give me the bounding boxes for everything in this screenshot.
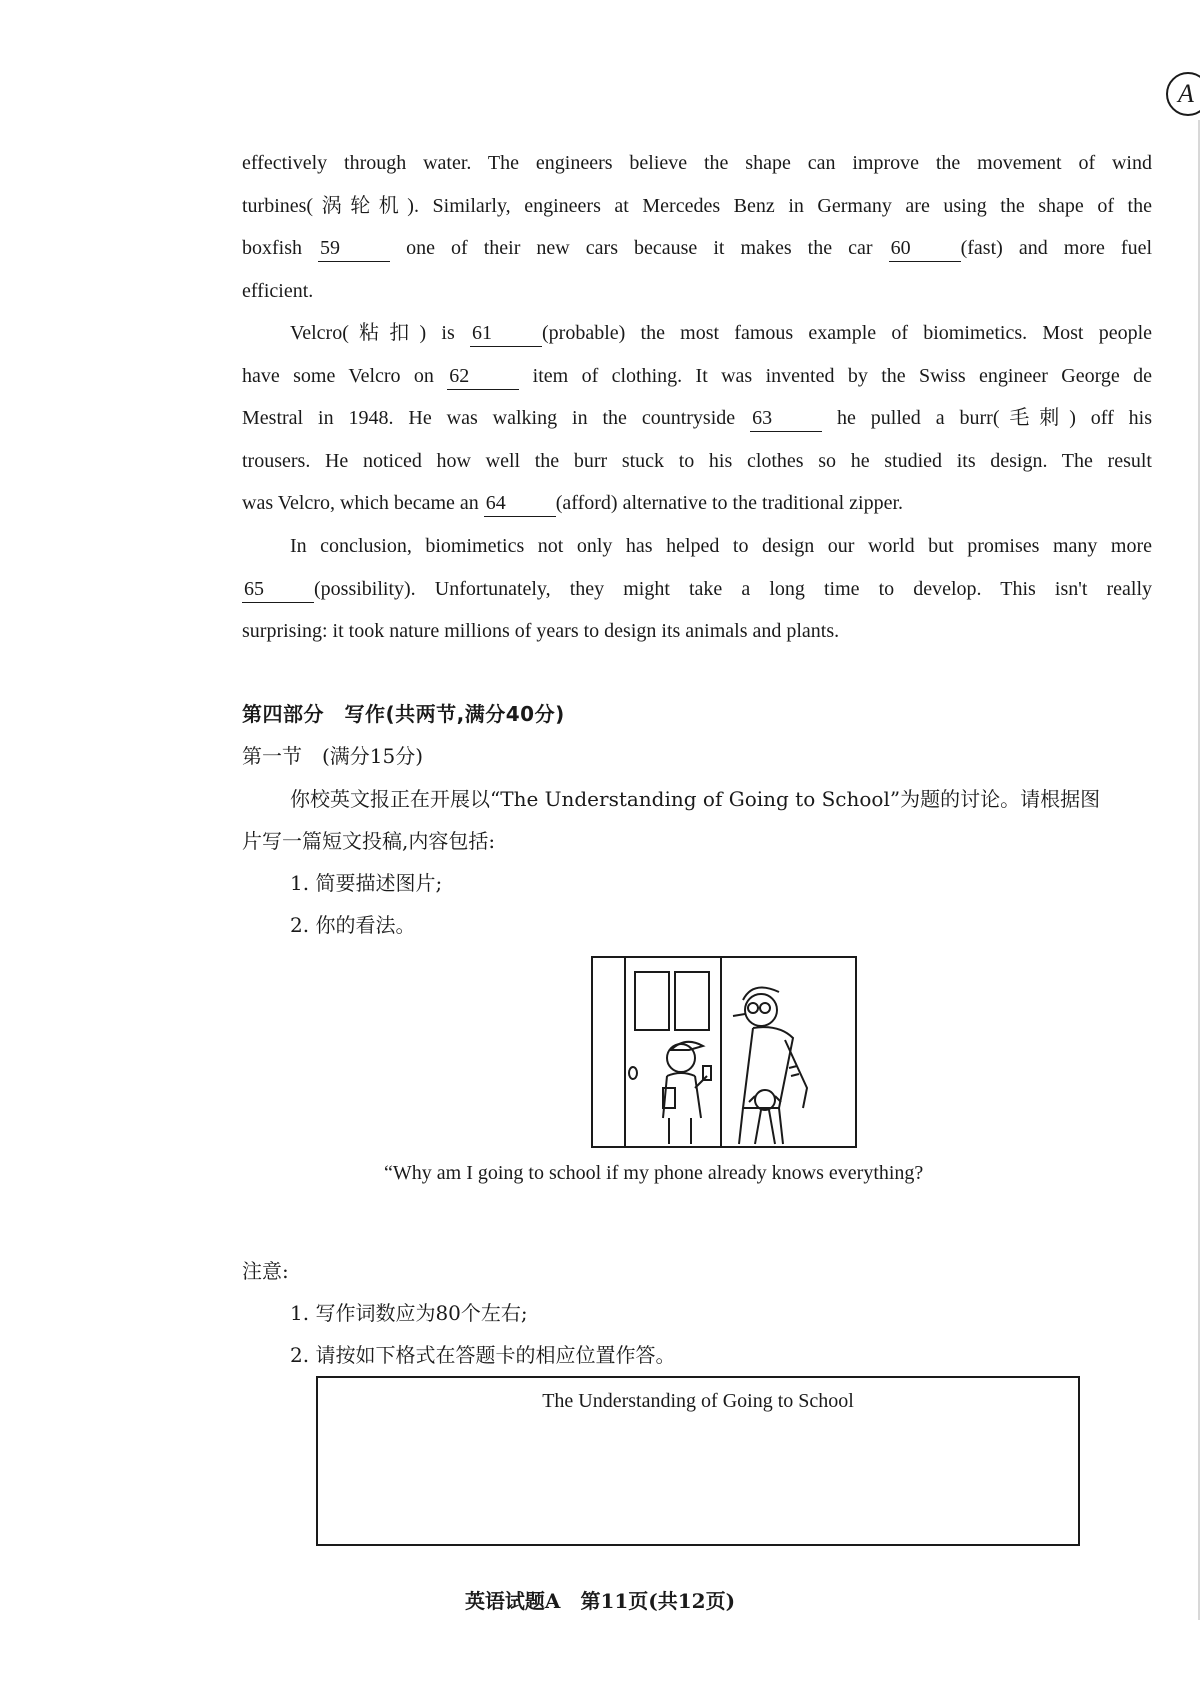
instruction-item: 2. 你的看法。 (290, 913, 416, 937)
passage-paragraph-1 (242, 142, 1152, 312)
writing-instructions (242, 778, 1152, 946)
blank-59: 59 (318, 235, 390, 262)
passage-line: Mestral in 1948. He was walking in the countryside 63 he pulled a burr(毛刺) off his (242, 397, 1152, 440)
blank-61: 61 (470, 320, 542, 347)
notice-item: 2. 请按如下格式在答题卡的相应位置作答。 (290, 1343, 676, 1367)
blank-65: 65 (242, 576, 314, 603)
passage-line: surprising: it took nature millions of years to design its animals and plants. (242, 620, 840, 642)
blank-64: 64 (484, 490, 556, 517)
passage-line: effectively through water. The engineers believe the shape can improve the movement of wind (242, 152, 1152, 174)
passage-line: have some Velcro on 62 item of clothing. It was invented by the Swiss engineer George de (242, 355, 1152, 398)
passage-line: was Velcro, which became an 64 (afford) alternative to the traditional zipper. (242, 482, 1152, 525)
answer-format-box (316, 1376, 1080, 1546)
passage-line: turbines(涡轮机). Similarly, engineers at Mercedes Benz in Germany are using the shape of the (242, 194, 1152, 217)
notice-block (242, 1250, 675, 1376)
blank-62: 62 (447, 363, 519, 390)
passage-line: In conclusion, biomimetics not only has helped to design our world but promises many more (290, 535, 1152, 557)
page-footer: 英语试题A 第11页(共12页) (464, 1589, 736, 1613)
passage-line: Velcro(粘扣) is 61 (probable) the most famous example of biomimetics. Most people (242, 312, 1152, 355)
passage-paragraph-3 (242, 525, 1152, 653)
passage-line: boxfish 59 one of their new cars because it makes the car 60 (fast) and more fuel (242, 227, 1152, 270)
subsection-title: 第一节 (满分15分) (242, 744, 424, 768)
passage-line: trousers. He noticed how well the burr stuck to his clothes so he studied its design. The result (242, 449, 1152, 472)
section-title: 第四部分 写作(共两节,满分40分) (242, 702, 565, 726)
cartoon-illustration (591, 956, 857, 1148)
passage-paragraph-2 (242, 312, 1152, 525)
blank-63: 63 (750, 405, 822, 432)
paper-version-mark: A (1166, 72, 1200, 116)
instruction-line: 片写一篇短文投稿,内容包括: (242, 829, 496, 853)
notice-title: 注意: (242, 1259, 289, 1283)
blank-60: 60 (889, 235, 961, 262)
notice-item: 1. 写作词数应为80个左右; (290, 1301, 528, 1325)
instruction-item: 1. 简要描述图片; (290, 871, 443, 895)
answer-box-title: The Understanding of Going to School (542, 1390, 854, 1412)
passage-line: 65 (possibility). Unfortunately, they might take a long time to develop. This isn't really (242, 568, 1152, 611)
instruction-line: 你校英文报正在开展以“The Understanding of Going to School”为题的讨论。请根据图 (290, 787, 1101, 811)
cartoon-caption: “Why am I going to school if my phone already knows everything? (384, 1162, 924, 1184)
passage-line: efficient. (242, 279, 314, 302)
cartoon-drawing (593, 958, 855, 1146)
